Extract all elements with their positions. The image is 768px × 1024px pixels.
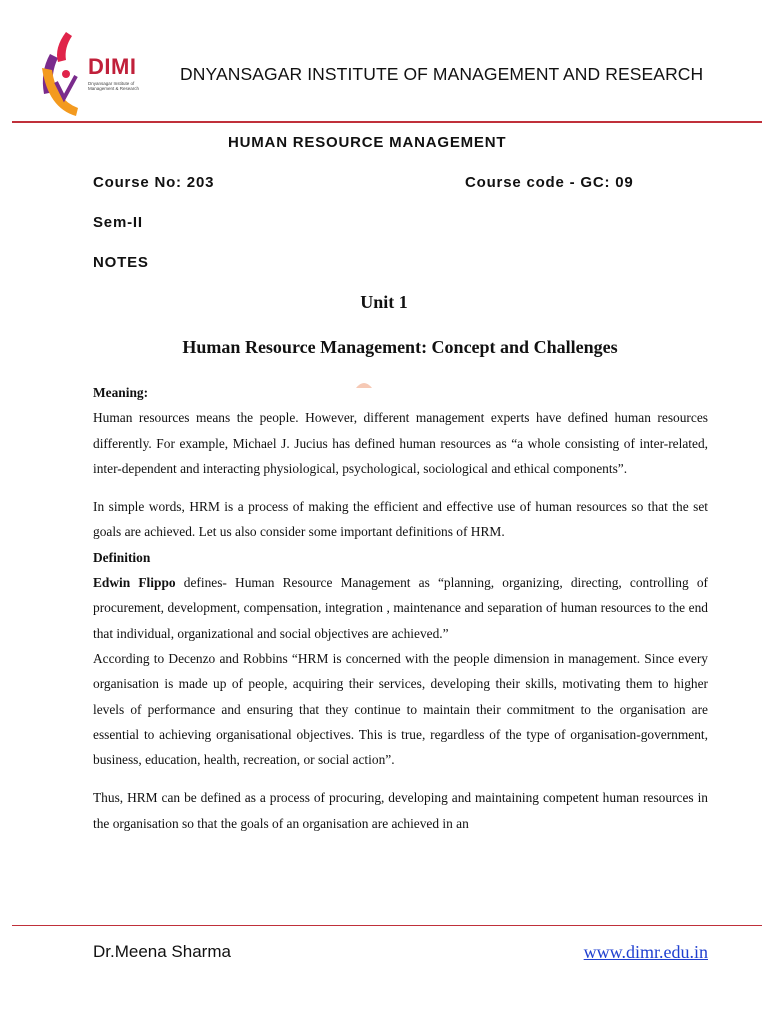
definition-heading: Definition [93,549,151,565]
flippo-paragraph [93,570,708,646]
logo-text: DIMI [88,54,137,79]
notes-label: NOTES [93,254,149,271]
paragraph-gap [93,772,708,785]
header-divider [12,121,762,123]
document-body [93,380,708,836]
footer-author: Dr.Meena Sharma [93,942,231,961]
flippo-name: Edwin Flippo [93,575,176,591]
course-number: Course No: 203 [93,174,215,191]
simple-words-paragraph: In simple words, HRM is a process of making the efficient and effective use of human resources so that the set goals are achieved. Let us also consider some important definitions of HRM. [93,499,708,540]
institute-logo [36,28,146,118]
flippo-text: defines- Human Resource Management as “planning, organizing, directing, controlling of procurement, development, compensation, integration , maintenance and separation of human resources to the end that individual, organizational and social objectives are achieved.” [93,575,708,641]
chapter-title: Human Resource Management: Concept and Challenges [182,337,618,357]
semester: Sem-II [93,214,143,231]
thus-paragraph: Thus, HRM can be defined as a process of procuring, developing and maintaining competent human resources in the organisation so that the goals of an organisation are achieved in an [93,790,708,831]
meaning-paragraph: Human resources means the people. However, different management experts have defined human resources differently. For example, Michael J. Jucius has defined human resources as “a whole consisting of inter-related, inter-dependent and interacting physiological, psychological, sociological and ethical components”. [93,410,708,476]
footer-website-link[interactable]: www.dimr.edu.in [583,942,708,962]
page-header [0,0,768,124]
logo-subtext: Dnyansagar Institute of Management & Research [88,81,140,91]
course-code: Course code - GC: 09 [465,174,634,191]
meaning-heading: Meaning: [93,385,149,400]
decenzo-paragraph: According to Decenzo and Robbins “HRM is concerned with the people dimension in management. Since every organisation is made up of people, acquiring their services, developing their skills, motivating them to higher levels of performance and ensuring that they continue to maintain their commitment to the organisation are essential to achieving organisational objectives. This is true, regardless of the type of organisation-government, business, education, health, recreation, or social action”. [93,650,708,768]
subject-title: HUMAN RESOURCE MANAGEMENT [228,134,507,151]
paragraph-gap [93,481,708,494]
institute-name: DNYANSAGAR INSTITUTE OF MANAGEMENT AND RESEARCH [180,64,704,84]
unit-heading: Unit 1 [360,292,408,312]
footer-divider [12,925,762,926]
